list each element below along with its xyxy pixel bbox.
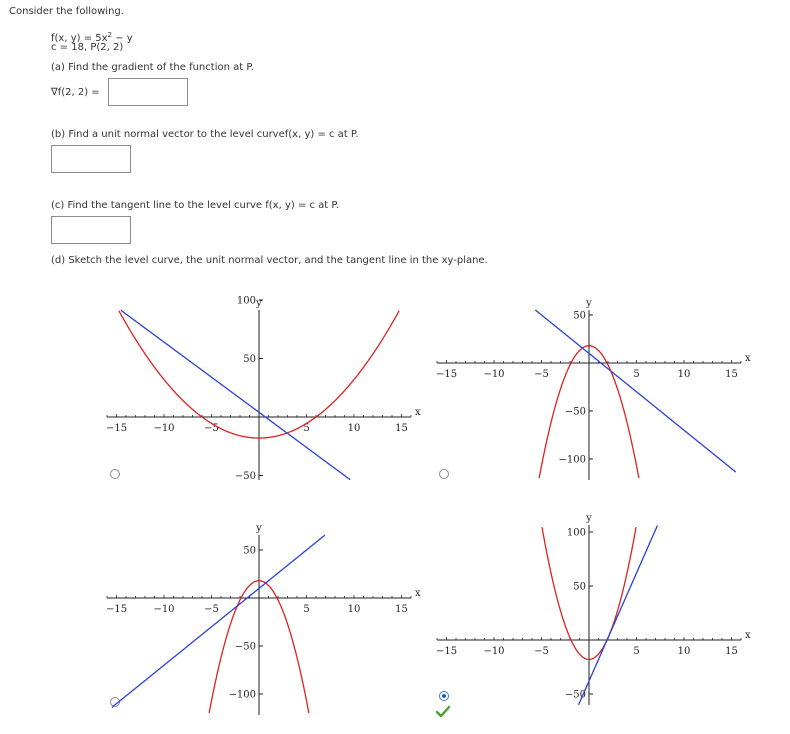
x-tick-label: 15 xyxy=(395,423,408,434)
y-tick-label: 50 xyxy=(573,310,586,322)
x-tick-label: 15 xyxy=(725,369,738,380)
y-tick-label: −100 xyxy=(558,454,586,466)
part-c-prompt: (c) Find the tangent line to the level curve f(x, y) = c at P. xyxy=(51,200,340,211)
x-tick-label: 5 xyxy=(303,604,310,615)
x-tick-label: 10 xyxy=(347,423,361,434)
x-tick-label: −5 xyxy=(204,604,219,615)
y-axis-label: y xyxy=(256,523,262,534)
y-tick-label: 50 xyxy=(243,354,256,365)
y-tick-label: −50 xyxy=(564,689,586,701)
tangent-line xyxy=(579,526,658,705)
x-tick-label: −5 xyxy=(534,369,549,380)
x-tick-label: −15 xyxy=(435,646,458,657)
x-tick-label: 10 xyxy=(347,604,361,615)
intro-text: Consider the following. xyxy=(9,6,124,17)
x-tick-label: 10 xyxy=(677,369,691,380)
part-a-prompt: (a) Find the gradient of the function at P. xyxy=(51,62,254,73)
function-suffix: − y xyxy=(112,33,133,44)
function-prefix: f(x, y) = 5x xyxy=(51,33,108,44)
x-tick-label: 10 xyxy=(677,646,691,657)
x-tick-label: 5 xyxy=(633,369,640,380)
graph-option-c xyxy=(105,520,421,730)
graph-option-b xyxy=(435,290,751,490)
y-axis-label: y xyxy=(586,298,592,309)
x-tick-label: −10 xyxy=(153,423,175,434)
y-tick-label: −50 xyxy=(234,641,256,653)
x-tick-label: −15 xyxy=(105,423,128,434)
gradient-answer-input[interactable] xyxy=(108,78,188,106)
tangent-line xyxy=(121,310,350,480)
x-tick-label: −10 xyxy=(153,604,175,615)
x-tick-label: 15 xyxy=(395,604,408,615)
x-tick-label: −10 xyxy=(483,646,505,657)
x-axis-label: x xyxy=(415,588,421,599)
x-axis-label: x xyxy=(415,407,421,418)
part-d-prompt: (d) Sketch the level curve, the unit normal vector, and the tangent line in the xy-plane. xyxy=(51,255,488,266)
x-tick-label: 5 xyxy=(633,646,640,657)
graph-option-a xyxy=(105,290,421,490)
unit-normal-answer-input[interactable] xyxy=(51,145,131,173)
gradient-label: ∇f(2, 2) = xyxy=(51,87,100,98)
y-tick-label: −50 xyxy=(234,471,256,482)
x-tick-label: −15 xyxy=(435,369,458,380)
x-tick-label: −10 xyxy=(483,369,505,380)
y-tick-label: 100 xyxy=(566,527,586,539)
x-axis-label: x xyxy=(745,353,751,364)
y-tick-label: 50 xyxy=(243,545,256,557)
x-tick-label: −5 xyxy=(534,646,549,657)
x-axis-label: x xyxy=(745,630,751,641)
y-tick-label: −100 xyxy=(228,689,256,701)
y-axis-label: y xyxy=(256,298,262,309)
y-tick-label: 50 xyxy=(573,581,586,593)
part-b-prompt: (b) Find a unit normal vector to the level curvef(x, y) = c at P. xyxy=(51,129,359,140)
function-exponent: 2 xyxy=(107,31,113,39)
x-tick-label: −15 xyxy=(105,604,128,615)
y-axis-label: y xyxy=(586,513,592,524)
tangent-line-answer-input[interactable] xyxy=(51,216,131,244)
x-tick-label: 5 xyxy=(303,423,310,434)
tangent-line xyxy=(112,535,325,707)
y-tick-label: 100 xyxy=(236,295,256,307)
y-tick-label: −50 xyxy=(564,406,586,418)
graph-option-d xyxy=(435,510,751,720)
tangent-line xyxy=(535,310,736,472)
x-tick-label: 15 xyxy=(725,646,738,657)
givens-text: c = 18, P(2, 2) xyxy=(51,42,124,53)
x-tick-label: −5 xyxy=(204,423,219,434)
